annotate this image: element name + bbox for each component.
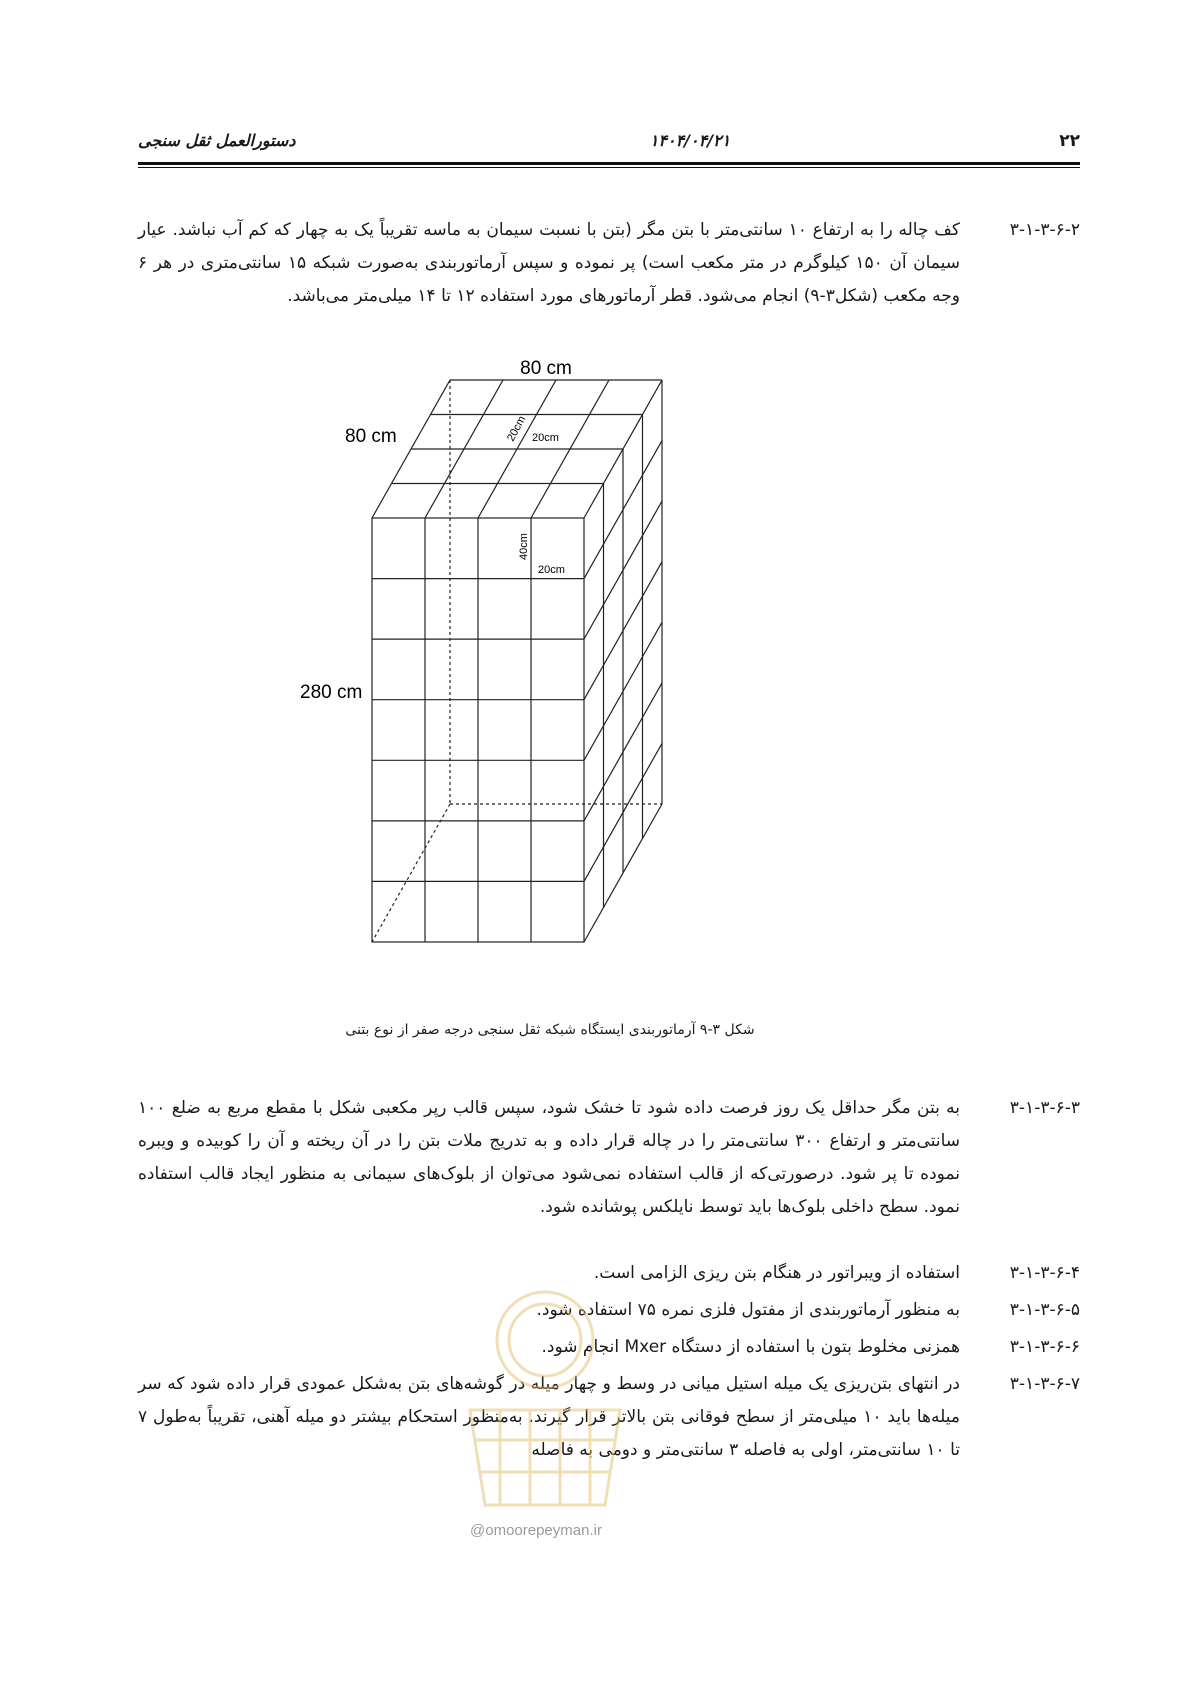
paragraph-text: به منظور آرماتوربندی از مفتول فلزی نمره ۷۵ استفاده شود. (536, 1300, 960, 1320)
label-top-horiz: 20cm (532, 432, 559, 444)
label-front-vert: 40cm (518, 533, 530, 560)
watermark-logo (430, 1280, 660, 1520)
label-width: 80 cm (520, 358, 572, 379)
label-depth: 80 cm (345, 426, 397, 447)
paragraph-number: ۳-۱-۳-۶-۳ (1009, 1098, 1080, 1118)
paragraph-text: به بتن مگر حداقل یک روز فرصت داده شود تا خشک شود، سپس قالب رپر مکعبی شکل با مقطع مربع به ضلع ۱۰۰ سانتی‌متر و ارتفاع ۳۰۰ سانتی‌متر را در چاله قرار داده و به تدریج ملات بتن را در آن ریخته و آن را کوبیده و ویبره نموده تا پر شود. درصورتی‌که از قالب استفاده نمی‌شود می‌توان از بلوک‌های سیمانی به منظور ایجاد قالب استفاده نمود. سطح داخلی بلوک‌ها باید توسط نایلکس پوشانده شود. (138, 1098, 961, 1217)
paragraph-number: ۳-۱-۳-۶-۶ (1009, 1337, 1080, 1357)
paragraph-number: ۳-۱-۳-۶-۲ (1009, 220, 1080, 240)
paragraph-number: ۳-۱-۳-۶-۵ (1009, 1300, 1080, 1320)
paragraph-text: در انتهای بتن‌ریزی یک میله استیل میانی در وسط و چهار میله در گوشه‌های بتن به‌شکل عمودی قرار داده شود که سر میله‌ها باید ۱۰ میلی‌متر از سطح فوقانی بتن بالاتر قرار گیرند. به‌منظور استحکام بیشتر دو میله آهنی، تقریباً به‌طول ۷ تا ۱۰ سانتی‌متر، اولی به فاصله ۳ سانتی‌متر و دومی به فاصله (138, 1374, 960, 1460)
label-top-diag: 20cm (505, 414, 529, 444)
figure-caption: شکل ۳-۹ آرماتوربندی ایستگاه شبکه ثقل سنجی درجه صفر از نوع بتنی (345, 1022, 755, 1038)
header-rule-thin (138, 167, 1080, 168)
paragraph-text: استفاده از ویبراتور در هنگام بتن ریزی الزامی است. (593, 1263, 960, 1283)
header-title: دستورالعمل ثقل سنجی (138, 131, 296, 150)
paragraph-3-1-3-6-3 (138, 1092, 1080, 1224)
label-height: 280 cm (300, 682, 363, 703)
rebar-cage-figure (300, 358, 740, 1030)
watermark-url: @omoorepeyman.ir (470, 1522, 602, 1539)
paragraph-number: ۳-۱-۳-۶-۷ (1009, 1374, 1080, 1394)
page-header (138, 128, 1080, 168)
header-rule-thick (138, 162, 1080, 165)
page-number: ۲۲ (1059, 131, 1080, 151)
paragraph-text: کف چاله را به ارتفاع ۱۰ سانتی‌متر با بتن مگر (بتن با نسبت سیمان به ماسه تقریباً یک به چهار که کم آب نباشد. عیار سیمان آن ۱۵۰ کیلوگرم در متر مکعب است) پر نموده و سپس آرماتوربندی به‌صورت شبکه ۱۵ سانتی‌متری در هر ۶ وجه مکعب (شکل۳-۹) انجام می‌شود. قطر آرماتورهای مورد استفاده ۱۲ تا ۱۴ میلی‌متر می‌باشد. (138, 220, 960, 306)
paragraph-3-1-3-6-2 (138, 214, 1080, 313)
rebar-cage-drawing (300, 358, 740, 1030)
paragraph-number: ۳-۱-۳-۶-۴ (1009, 1263, 1080, 1283)
watermark-emblem-icon (430, 1280, 660, 1520)
label-front-horiz: 20cm (538, 564, 565, 576)
paragraph-text: همزنی مخلوط بتون با استفاده از دستگاه Mxer انجام شود. (541, 1337, 960, 1357)
header-date: ۱۴۰۴/۰۴/۲۱ (649, 131, 731, 150)
